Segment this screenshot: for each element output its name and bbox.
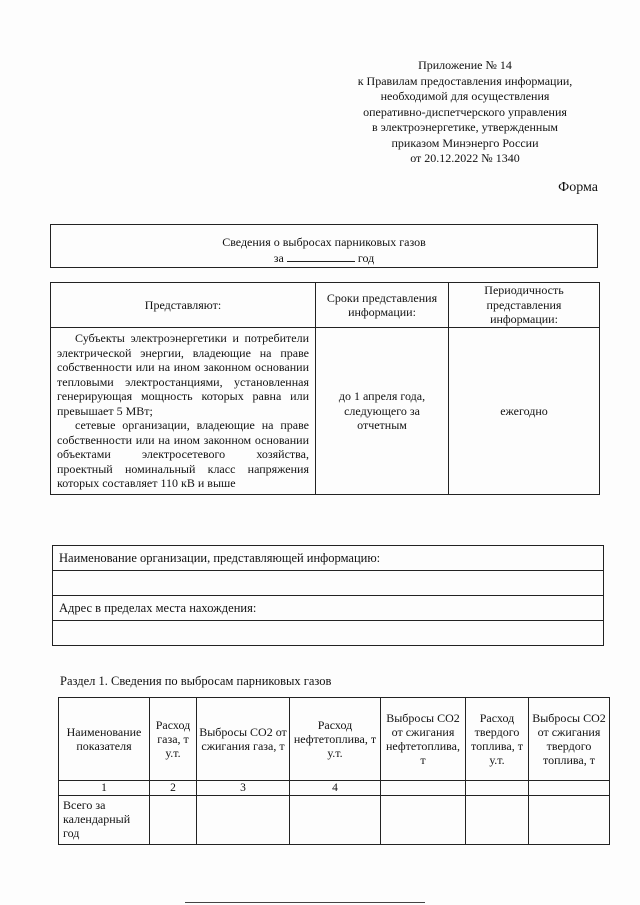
col-number: 3 <box>197 781 290 796</box>
col-indicator-name: Наименование показателя <box>59 698 150 781</box>
za-label: за <box>273 251 284 265</box>
cell-co2-solid[interactable] <box>529 796 610 845</box>
col-co2-oil: Выбросы CO2 от сжигания нефтетоплива, т <box>381 698 466 781</box>
presenters-table <box>50 282 600 495</box>
header-periodicity: Периодичность представления информации: <box>449 283 600 328</box>
col-number <box>529 781 610 796</box>
col-number <box>381 781 466 796</box>
header-presenters: Представляют: <box>51 283 316 328</box>
col-co2-solid: Выбросы CO2 от сжигания твердого топлива, т <box>529 698 610 781</box>
cell-solid-consumption[interactable] <box>466 796 529 845</box>
org-name-field[interactable] <box>53 571 604 596</box>
scan-edge-line <box>185 902 425 903</box>
report-year-line <box>51 250 597 266</box>
col-oil-consumption: Расход нефтетоплива, т у.т. <box>290 698 381 781</box>
appendix-line: необходимой для осуществления <box>380 89 550 103</box>
cell-oil-consumption[interactable] <box>290 796 381 845</box>
appendix-line: оперативно-диспетчерского управления <box>363 104 567 119</box>
organization-info-table <box>52 545 604 646</box>
col-number: 1 <box>59 781 150 796</box>
address-label: Адрес в пределах места нахождения: <box>53 596 604 621</box>
appendix-line: Приложение № 14 <box>418 58 512 72</box>
col-number: 4 <box>290 781 381 796</box>
appendix-line: от 20.12.2022 № 1340 <box>410 151 520 165</box>
subjects-paragraph-2: сетевые организации, владеющие на праве собственности или на ином законном основании объектами электросетевого хозяйства, проектный номинальный класс напряжения которых составляет 110 кВ и выше <box>57 418 309 490</box>
org-name-label: Наименование организации, представляющей информацию: <box>53 546 604 571</box>
col-co2-gas: Выбросы CO2 от сжигания газа, т <box>197 698 290 781</box>
cell-co2-oil[interactable] <box>381 796 466 845</box>
appendix-header <box>340 58 590 167</box>
form-label: Форма <box>558 180 598 195</box>
appendix-line: к Правилам предоставления информации, <box>357 73 573 88</box>
col-gas-consumption: Расход газа, т у.т. <box>150 698 197 781</box>
appendix-line: в электроэнергетике, утвержденным <box>371 120 559 134</box>
col-solid-consumption: Расход твердого топлива, т у.т. <box>466 698 529 781</box>
appendix-line: приказом Минэнерго России <box>391 135 539 150</box>
emissions-table <box>58 697 610 845</box>
year-blank-field[interactable] <box>287 250 355 262</box>
cell-gas-consumption[interactable] <box>150 796 197 845</box>
col-number: 2 <box>150 781 197 796</box>
address-field[interactable] <box>53 621 604 646</box>
document-title: Сведения о выбросах парниковых газов <box>222 235 426 249</box>
row-total-year-label: Всего за календарный год <box>59 796 150 845</box>
header-deadline: Сроки представления информации: <box>316 283 449 328</box>
col-number <box>466 781 529 796</box>
cell-co2-gas[interactable] <box>197 796 290 845</box>
section-1-title: Раздел 1. Сведения по выбросам парниковых газов <box>60 674 332 688</box>
periodicity-cell: ежегодно <box>449 328 600 495</box>
subjects-paragraph-1: Субъекты электроэнергетики и потребители электрической энергии, владеющие на праве собственности или на ином законном основании тепловыми электростанциями, установленная генерирующая мощность которых равна или превышает 5 МВт; <box>57 331 309 418</box>
deadline-cell: до 1 апреля года, следующего за отчетным <box>316 328 449 495</box>
god-label: год <box>357 251 375 265</box>
document-title-box <box>50 224 598 268</box>
presenters-cell <box>51 328 316 495</box>
